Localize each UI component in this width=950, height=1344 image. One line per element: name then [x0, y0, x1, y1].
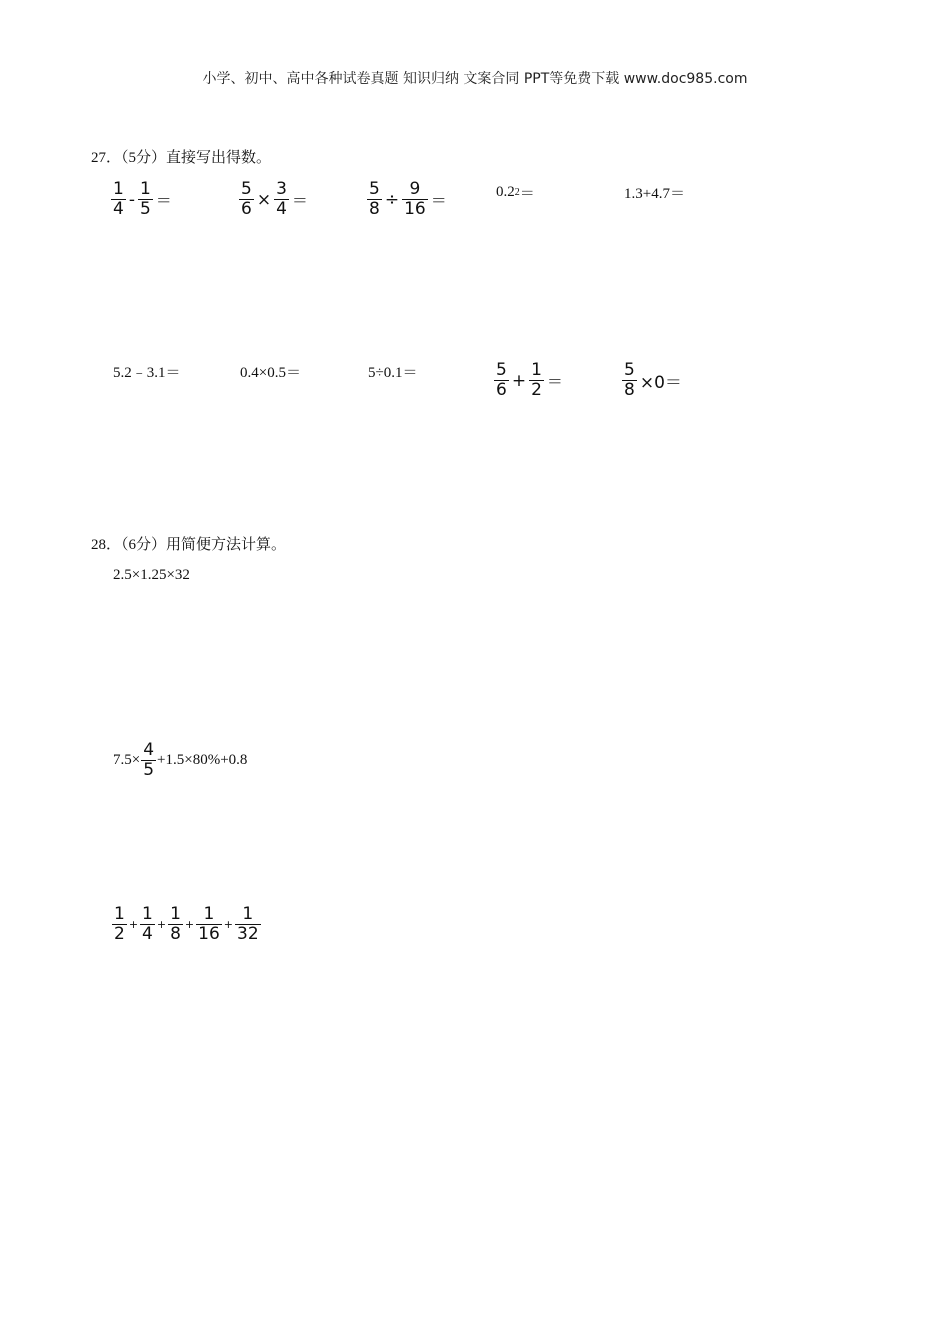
expr-27h: 5÷0.1＝ — [368, 365, 418, 381]
fraction: $\frac{1}{2}$ — [114, 904, 125, 944]
question-28-title: 28．（6分）用简便方法计算。 — [91, 537, 287, 553]
exponent: 2 — [514, 187, 520, 198]
expr-27a — [110, 180, 172, 219]
fraction: $\frac{1}{8}$ — [170, 904, 181, 944]
expression-suffix: +1.5×80%+0.8 — [157, 752, 248, 768]
fraction: $\frac{9}{16}$ — [404, 179, 426, 219]
question-27-title: 27．（5分）直接写出得数。 — [91, 150, 272, 166]
plus-operator: + — [223, 918, 233, 931]
expr-27b — [238, 180, 308, 219]
fraction: $\frac{1}{32}$ — [237, 904, 259, 944]
operator: × — [256, 189, 272, 210]
page-header: 小学、初中、高中各种试卷真题 知识归纳 文案合同 PPT等免费下载 www.doc985.com — [202, 71, 748, 87]
fraction: $\frac{5}{8}$ — [624, 360, 635, 400]
plus-operator: + — [128, 918, 139, 931]
expr-28-1: 2.5×1.25×32 — [113, 567, 190, 583]
equals-sign: ＝ — [546, 374, 563, 391]
expression-rest: ×0＝ — [639, 373, 682, 393]
fraction: $\frac{1}{4}$ — [142, 904, 153, 944]
expr-28-2 — [113, 741, 247, 780]
operator: - — [128, 189, 135, 210]
fraction: $\frac{5}{8}$ — [369, 179, 380, 219]
expr-27g: 0.4×0.5＝ — [240, 365, 301, 381]
fraction: $\frac{1}{4}$ — [113, 179, 124, 219]
expr-27c — [366, 180, 447, 219]
expr-27j — [621, 361, 684, 400]
equals-sign: ＝ — [519, 186, 535, 202]
base-value: 0.2 — [496, 184, 515, 200]
fraction: $\frac{5}{6}$ — [496, 360, 507, 400]
fraction: $\frac{5}{6}$ — [241, 179, 252, 219]
equals-sign: ＝ — [291, 193, 308, 210]
plus-operator: + — [184, 918, 195, 931]
fraction: $\frac{1}{16}$ — [198, 904, 220, 944]
operator: + — [511, 370, 527, 391]
operator: ÷ — [384, 189, 400, 210]
expr-27e: 1.3+4.7＝ — [624, 186, 685, 202]
fraction: $\frac{1}{5}$ — [139, 179, 151, 219]
expr-27i — [493, 361, 563, 400]
plus-operator: + — [156, 918, 167, 931]
equals-sign: ＝ — [430, 193, 447, 210]
expr-28-3 — [111, 905, 262, 944]
fraction: $\frac{3}{4}$ — [276, 179, 287, 219]
fraction: $\frac{1}{2}$ — [531, 360, 542, 400]
expr-27d — [496, 182, 535, 203]
expression-prefix: 7.5× — [113, 752, 141, 768]
expr-27f: 5.2﹣3.1＝ — [113, 365, 181, 381]
fraction: $\frac{4}{5}$ — [143, 740, 155, 780]
equals-sign: ＝ — [155, 193, 172, 210]
